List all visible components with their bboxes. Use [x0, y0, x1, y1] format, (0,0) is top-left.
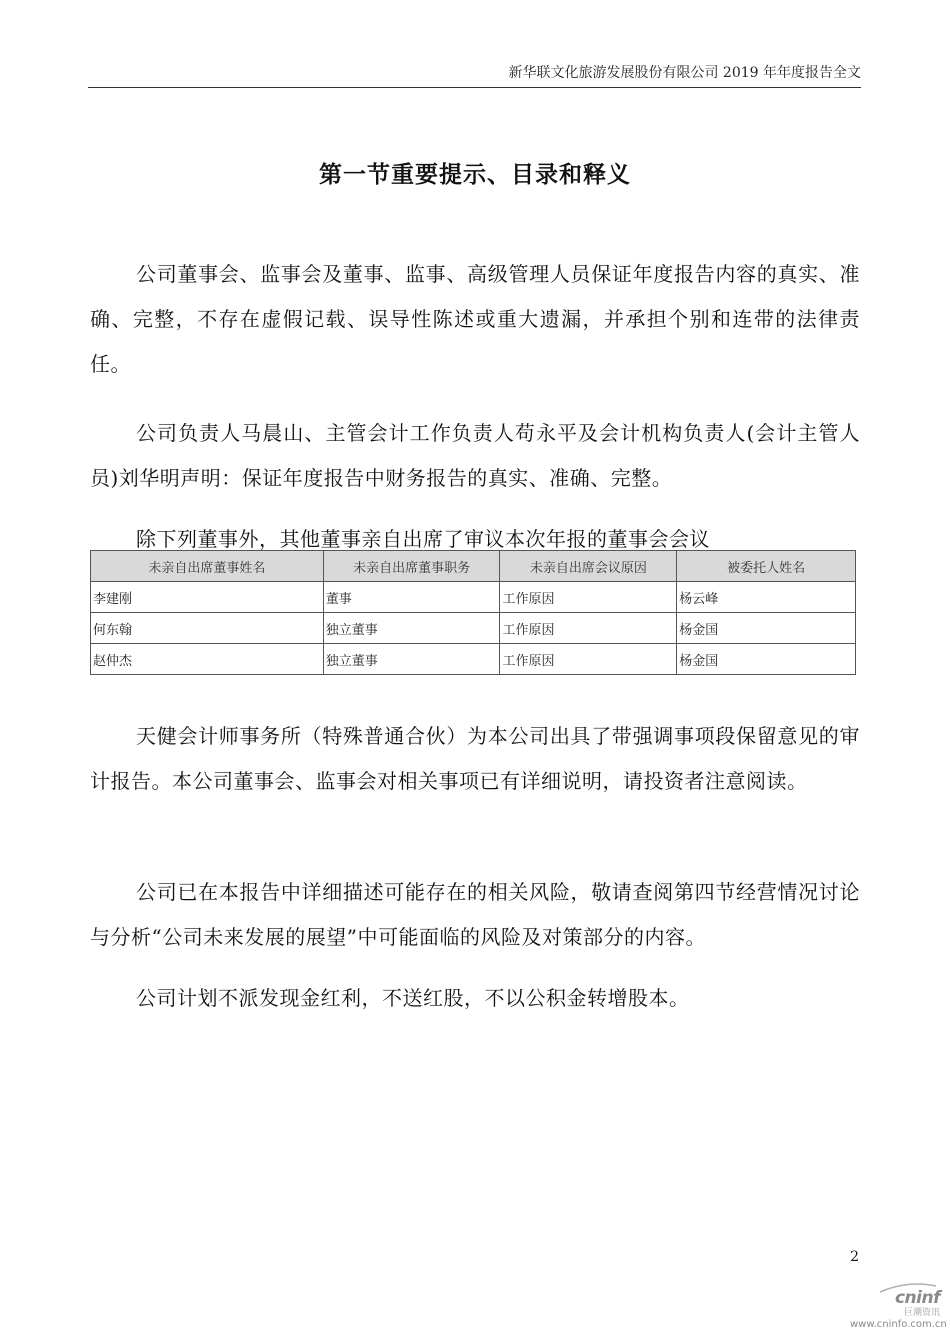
table-cell: 李建刚 [91, 582, 324, 613]
table-cell: 独立董事 [323, 613, 500, 644]
swoosh-icon [878, 1282, 938, 1294]
table-cell: 工作原因 [500, 582, 677, 613]
table-cell: 独立董事 [323, 644, 500, 675]
section-title: 第一节重要提示、目录和释义 [319, 161, 631, 188]
paragraph-board-guarantee: 公司董事会、监事会及董事、监事、高级管理人员保证年度报告内容的真实、准确、完整，不存在虚假记载、误导性陈述或重大遗漏，并承担个别和连带的法律责任。 [90, 262, 860, 376]
paragraph-risk-notice: 公司已在本报告中详细描述可能存在的相关风险，敬请查阅第四节经营情况讨论与分析“公司未来发展的展望”中可能面临的风险及对策部分的内容。 [90, 880, 860, 949]
paragraph-absent-directors: 除下列董事外，其他董事亲自出席了审议本次年报的董事会会议 [136, 527, 710, 551]
logo-brand: cninf [894, 1288, 940, 1308]
table-cell: 董事 [323, 582, 500, 613]
page-number: 2 [850, 1249, 859, 1265]
header-divider [88, 87, 861, 88]
table-row [91, 613, 856, 644]
table-cell: 杨金国 [677, 613, 856, 644]
table-row [91, 582, 856, 613]
table-cell: 工作原因 [500, 644, 677, 675]
paragraph-dividend-plan: 公司计划不派发现金红利，不送红股，不以公积金转增股本。 [136, 986, 690, 1010]
table-cell: 杨金国 [677, 644, 856, 675]
running-header: 新华联文化旅游发展股份有限公司 2019 年年度报告全文 [508, 65, 861, 81]
column-header: 未亲自出席董事职务 [323, 551, 500, 582]
column-header: 未亲自出席会议原因 [500, 551, 677, 582]
column-header: 被委托人姓名 [677, 551, 856, 582]
table-cell: 赵仲杰 [91, 644, 324, 675]
logo-subtitle: 巨潮资讯 [903, 1308, 940, 1318]
table-cell: 杨云峰 [677, 582, 856, 613]
absent-directors-table [90, 550, 856, 675]
table-cell: 何东翰 [91, 613, 324, 644]
paragraph-responsible-persons: 公司负责人马晨山、主管会计工作负责人苟永平及会计机构负责人(会计主管人员)刘华明声明：保证年度报告中财务报告的真实、准确、完整。 [90, 421, 860, 490]
table-row [91, 644, 856, 675]
cninfo-watermark-logo [850, 1288, 947, 1336]
logo-url: www.cninfo.com.cn [850, 1319, 947, 1330]
column-header: 未亲自出席董事姓名 [91, 551, 324, 582]
paragraph-audit-opinion: 天健会计师事务所（特殊普通合伙）为本公司出具了带强调事项段保留意见的审计报告。本公司董事会、监事会对相关事项已有详细说明，请投资者注意阅读。 [90, 724, 860, 793]
table-header-row [91, 551, 856, 582]
table-cell: 工作原因 [500, 613, 677, 644]
